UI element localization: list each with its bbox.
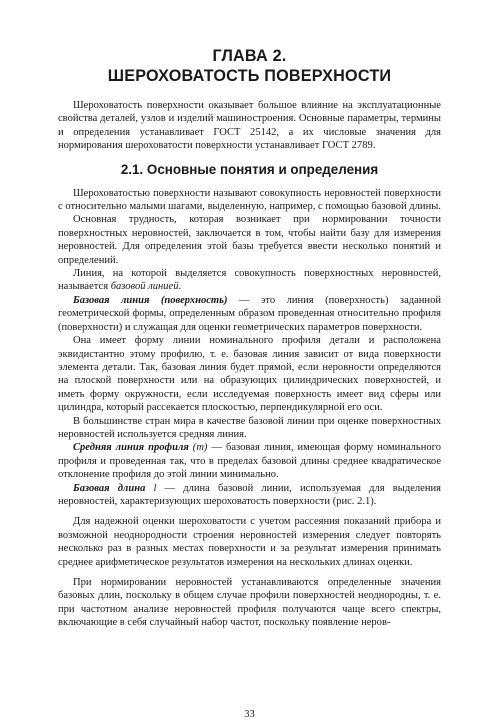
text-run: Линия, на которой выделяется совокупность поверхностных неровностей, называется xyxy=(58,268,441,293)
term-base-line-italic: базовой линией xyxy=(110,281,179,293)
paragraph-base-line-intro xyxy=(58,267,441,294)
term-base-line: Базовая линия (поверхность) xyxy=(73,294,228,306)
paragraph-normalization: При нормировании неровностей устанавливаются определенные значения базовых длин, поскольку в общем случае профили поверхностей неоднородны, т. е. при частотном анализе неровностей профиля получаются чаще всего спектры, включающие в себя случайный набор частот, поскольку появление неров- xyxy=(58,577,441,629)
term-base-length: Базовая длина xyxy=(73,482,146,494)
paragraph-reliable-estimation: Для надежной оценки шероховатости с учетом рассеяния показаний прибора и возможной неоднородности строения неровностей измерения следует повторять несколько раз в разных местах поверхности и за результат измерения принимать среднее арифметическое результатов измерения на нескольких длинах оценки. xyxy=(58,516,441,568)
intro-paragraph: Шероховатость поверхности оказывает большое влияние на эксплуатационные свойства деталей, узлов и изделий машиностроения. Основные параметры, термины и определения устанавливает ГОСТ 25142, а их числовые значения для нормирования шероховатости поверхности устанавливает ГОСТ 2789. xyxy=(58,100,441,152)
paragraph-main-difficulty: Основная трудность, которая возникает при нормировании точности поверхностных неровностей, заключается в том, чтобы найти базу для измерения неровностей. Для определения этой базы требуется ввести несколько понятий и определений. xyxy=(58,214,441,266)
symbol-m: (m) xyxy=(188,442,212,454)
document-page xyxy=(58,46,441,720)
chapter-heading xyxy=(58,46,441,86)
text-run: — это линия (поверхность) заданной геометрической формы, определенным образом проведенная относительно профиля (поверхности) и служащая для оценки геометрических параметров поверхности. xyxy=(58,294,441,333)
text-run: . xyxy=(178,281,182,293)
section-title: 2.1. Основные понятия и определения xyxy=(120,161,379,177)
term-mean-line: Средняя линия профиля xyxy=(73,442,189,454)
text-run: — длина базовой линии, используемая для выделения неровностей, характеризующих шероховатость поверхности (рис. 2.1). xyxy=(58,482,441,507)
chapter-label: ГЛАВА 2. xyxy=(212,47,287,65)
paragraph-mean-line-usage: В большинстве стран мира в качестве базовой линии при оценке поверхностных неровностей используется средняя линия. xyxy=(58,415,441,440)
paragraph-base-line-definition xyxy=(58,294,441,334)
paragraph-base-line-form: Она имеет форму линии номинального профиля детали и расположена эквидистантно этому профилю, т. е. базовая линия зависит от вида поверхности элемента детали. Так, базовая линия будет прямой, если неровности определяются на плоской поверхности или на образующих цилиндрических поверхностей, и иметь форму окружности, если исследуемая поверхность имеет вид сферы или цилиндра, который рассекается плоскостью, перпендикулярной его оси. xyxy=(58,335,441,414)
paragraph-base-length-definition xyxy=(58,482,441,509)
page-number: 33 xyxy=(244,709,255,720)
chapter-title: ШЕРОХОВАТОСТЬ ПОВЕРХНОСТИ xyxy=(107,67,392,85)
paragraph-definition-roughness: Шероховатостью поверхности называют совокупность неровностей поверхности с относительно малыми шагами, выделенную, например, с помощью базовой длины. xyxy=(58,187,441,213)
paragraph-mean-line-definition xyxy=(58,441,441,481)
text-run: — базовая линия, имеющая форму номинального профиля и проведенная так, что в пределах базовой длины среднее квадратическое отклонение профиля до этой линии минимально. xyxy=(58,442,441,481)
symbol-l: l xyxy=(145,482,165,494)
